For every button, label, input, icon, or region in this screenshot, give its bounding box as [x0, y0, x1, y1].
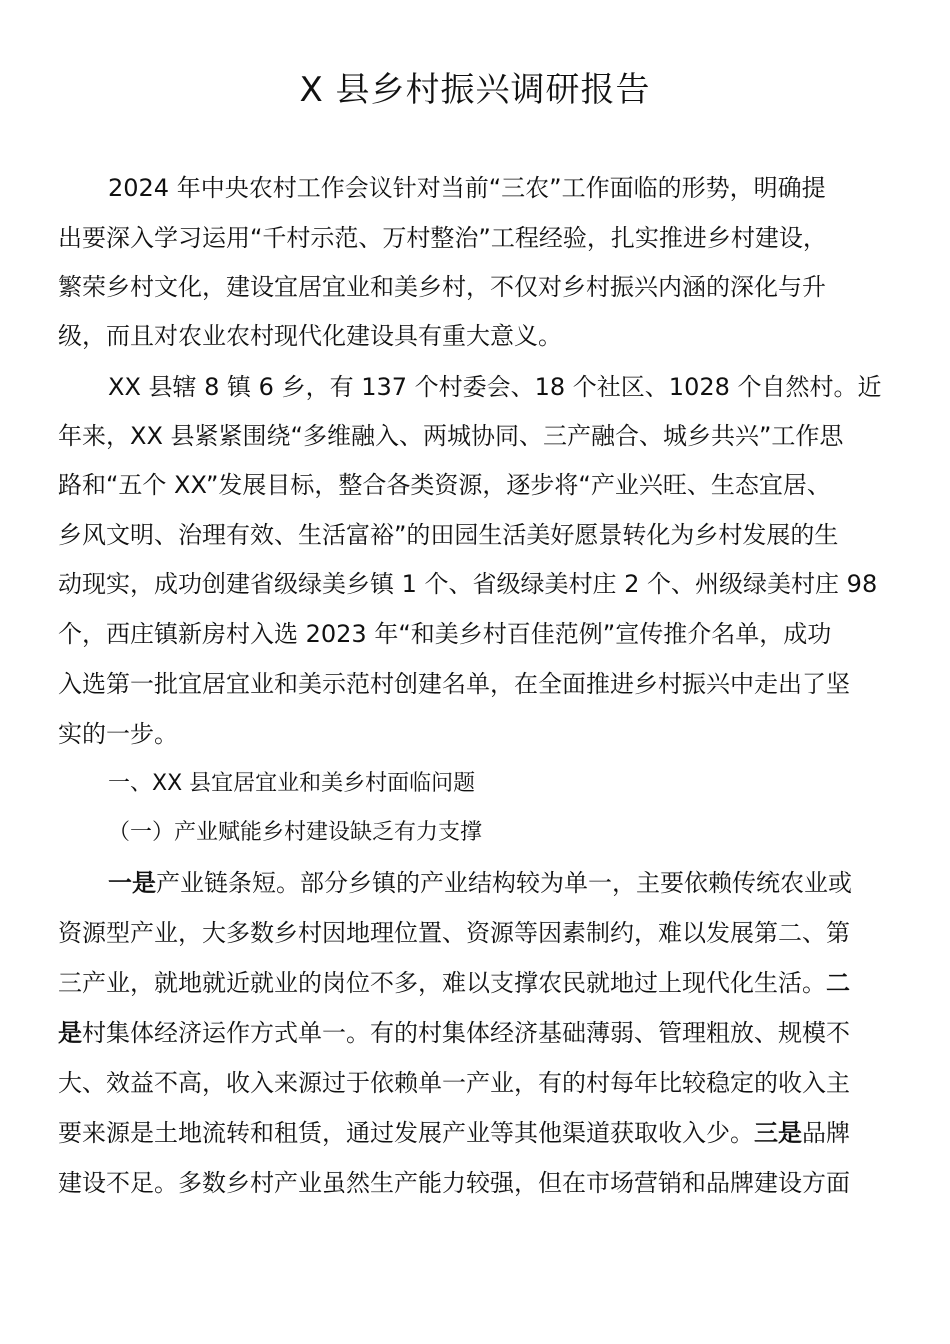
document-title: X 县乡村振兴调研报告: [299, 70, 651, 110]
text-line: 大、效益不高，收入来源过于依赖单一产业，有的村每年比较稳定的收入主: [58, 1069, 850, 1097]
text-line: 2024 年中央农村工作会议针对当前“三农”工作面临的形势，明确提: [108, 174, 826, 202]
line-text: 产业链条短。部分乡镇的产业结构较为单一，主要依赖传统农业或: [156, 869, 852, 897]
text-line: [58, 958, 850, 1008]
text-line: 年来，XX 县紧紧围绕“多维融入、两城协同、三产融合、城乡共兴”工作思: [58, 422, 844, 450]
text-line: 实的一步。: [58, 720, 178, 748]
text-line: XX 县辖 8 镇 6 乡，有 137 个村委会、18 个社区、1028 个自然村。近: [108, 373, 882, 401]
line-text: 品牌: [802, 1119, 850, 1147]
text-line: 建设不足。多数乡村产业虽然生产能力较强，但在市场营销和品牌建设方面: [58, 1169, 850, 1197]
text-line: 出要深入学习运用“千村示范、万村整治”工程经验，扎实推进乡村建设，: [58, 224, 827, 252]
line-text: 要来源是土地流转和租赁，通过发展产业等其他渠道获取收入少。: [58, 1119, 754, 1147]
text-line: [108, 858, 852, 908]
text-line: 级，而且对农业农村现代化建设具有重大意义。: [58, 322, 562, 350]
text-line: 个，西庄镇新房村入选 2023 年“和美乡村百佳范例”宣传推介名单，成功: [58, 620, 832, 648]
text-line: 繁荣乡村文化，建设宜居宜业和美乡村，不仅对乡村振兴内涵的深化与升: [58, 273, 826, 301]
text-line: 资源型产业，大多数乡村因地理位置、资源等因素制约，难以发展第二、第: [58, 919, 850, 947]
text-line: 乡风文明、治理有效、生活富裕”的田园生活美好愿景转化为乡村发展的生: [58, 521, 839, 549]
text-line: 路和“五个 XX”发展目标，整合各类资源，逐步将“产业兴旺、生态宜居、: [58, 471, 831, 499]
line-text: 村集体经济运作方式单一。有的村集体经济基础薄弱、管理粗放、规模不: [82, 1019, 850, 1047]
line-text: 三产业，就地就近就业的岗位不多，难以支撑农民就地过上现代化生活。: [58, 969, 826, 997]
text-line: [58, 1008, 850, 1058]
bold-marker: 二: [826, 969, 850, 997]
bold-marker: 一是: [108, 869, 156, 897]
section-heading: 一、XX 县宜居宜业和美乡村面临问题: [108, 771, 476, 796]
text-line: 入选第一批宜居宜业和美示范村创建名单，在全面推进乡村振兴中走出了坚: [58, 670, 850, 698]
text-line: [58, 1108, 850, 1158]
bold-marker: 三是: [754, 1119, 802, 1147]
bold-marker: 是: [58, 1019, 82, 1047]
subsection-heading: （一）产业赋能乡村建设缺乏有力支撑: [108, 820, 483, 845]
text-line: 动现实，成功创建省级绿美乡镇 1 个、省级绿美村庄 2 个、州级绿美村庄 98: [58, 570, 878, 598]
